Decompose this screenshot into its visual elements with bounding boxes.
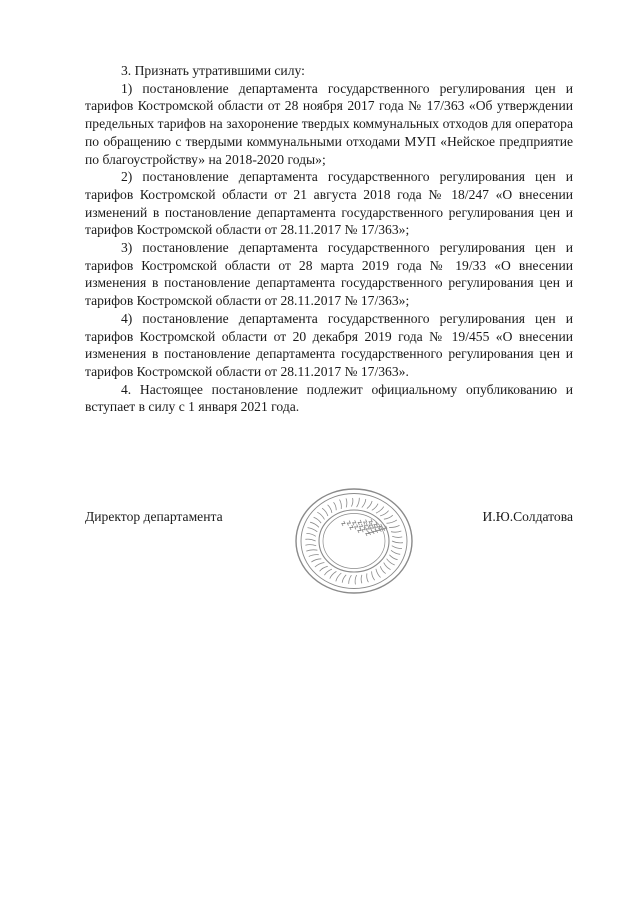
seal-ring-glyph: [380, 566, 385, 573]
seal-inner-glyph: [365, 531, 370, 537]
signatory-name: И.Ю.Солдатова: [482, 509, 573, 524]
seal-ring-glyph: [380, 511, 389, 516]
seal-inner-glyph: [354, 524, 359, 530]
seal-ring-glyph: [322, 508, 328, 516]
seal-ring-glyph: [334, 502, 337, 510]
seal-ring-glyph: [310, 522, 319, 527]
paragraph-subitem-1: 1) постановление департамента государственного регулирования цен и тарифов Костромской области от 28 ноября 2017 года № 17/363 «Об утверждении предельных тарифов на захоронение твердых коммунальных отходов для оператора по обращению с твердыми коммунальными отходами МУП «Нейское предприятие по благоустройству» на 2018-2020 годы»;: [85, 80, 573, 167]
seal-ring-glyph: [314, 517, 322, 523]
seal-ring-glyph: [391, 531, 401, 532]
seal-ring-glyph: [305, 545, 316, 546]
seal-ring-glyph: [367, 573, 369, 582]
seal-ring-glyph: [384, 563, 391, 570]
seal-inner-glyph: [357, 528, 362, 534]
seal-ring-glyph: [355, 575, 357, 584]
seal-ring-glyph: [306, 550, 317, 551]
signature-block: [85, 508, 573, 618]
seal-ring-glyph: [387, 520, 397, 523]
signatory-title: Директор департамента: [85, 509, 223, 524]
seal-inner-glyph: [368, 522, 373, 528]
seal-inner-glyph: [347, 520, 352, 526]
seal-ring-glyph: [340, 500, 342, 509]
seal-ring-glyph: [367, 501, 372, 509]
seal-ring-glyph: [372, 571, 375, 580]
seal-inner-glyph: [366, 526, 371, 532]
seal-ring-glyph: [306, 533, 315, 536]
seal-inner-glyph: [369, 530, 374, 536]
seal-ring-glyph: [308, 528, 318, 532]
seal-ring-glyph: [362, 499, 366, 508]
seal-ring-glyph: [392, 546, 402, 549]
paragraph-item-4: 4. Настоящее постановление подлежит официальному опубликованию и вступает в силу с 1 января 2021 года.: [85, 381, 573, 415]
seal-ring-glyph: [384, 515, 393, 519]
seal-ring-glyph: [328, 505, 332, 513]
seal-ring-glyph: [376, 569, 381, 578]
paragraph-item-3-heading: 3. Признать утратившими силу:: [121, 63, 305, 78]
seal-ring-glyph: [387, 559, 395, 565]
seal-ring-glyph: [351, 498, 353, 507]
seal-inner-glyph: [368, 519, 373, 525]
seal-ring-glyph: [349, 575, 352, 584]
seal-inner-glyph: [341, 521, 346, 527]
seal-ring-glyph: [315, 563, 325, 568]
official-seal-stamp: [293, 486, 415, 596]
seal-ring-glyph: [391, 550, 400, 554]
paragraph-subitem-2: 2) постановление департамента государственного регулирования цен и тарифов Костромской области от 21 августа 2018 года № 18/247 «О внесении изменений в постановление департамента государственного регулирования цен и тарифов Костромской области от 28.11.2017 № 17/363»;: [85, 169, 573, 238]
seal-ring-glyph: [392, 541, 403, 543]
seal-inner-glyph: [372, 529, 377, 535]
seal-icon: [293, 486, 415, 596]
seal-ring-glyph: [320, 566, 328, 571]
seal-ring-glyph: [305, 539, 315, 541]
seal-ring-glyph: [342, 575, 346, 583]
seal-ring-glyph: [346, 498, 347, 507]
seal-ring-glyph: [330, 571, 337, 578]
seal-ring-glyph: [324, 569, 332, 575]
seal-ring-glyph: [372, 504, 378, 511]
seal-ring-glyph: [311, 559, 321, 562]
seal-inner-glyph: [370, 525, 375, 531]
paragraph-subitem-3: 3) постановление департамента государственного регулирования цен и тарифов Костромской области от 28 марта 2019 года № 19/33 «О внесении изменения в постановление департамента государственного регулирования цен и тарифов Костромской области от 28.11.2017 № 17/363»;: [85, 240, 573, 309]
document-body: [85, 62, 573, 416]
seal-ring-glyph: [389, 525, 400, 527]
seal-ring-glyph: [317, 512, 324, 519]
seal-inner-glyph: [349, 525, 354, 531]
seal-ring-glyph: [376, 507, 384, 513]
seal-ring-glyph: [357, 498, 360, 507]
seal-ring-glyph: [336, 573, 342, 581]
seal-ring-glyph: [392, 536, 402, 537]
seal-inner-glyph: [352, 520, 357, 526]
seal-ring-glyph: [389, 555, 397, 560]
seal-ring-glyph: [361, 575, 362, 583]
paragraph-subitem-4: 4) постановление департамента государственного регулирования цен и тарифов Костромской области от 20 декабря 2019 года № 19/455 «О внесении изменения в постановление департамента государственного регулирования цен и тарифов Костромской области от 28.11.2017 № 17/363».: [85, 310, 573, 379]
seal-ring-glyph: [309, 555, 319, 557]
